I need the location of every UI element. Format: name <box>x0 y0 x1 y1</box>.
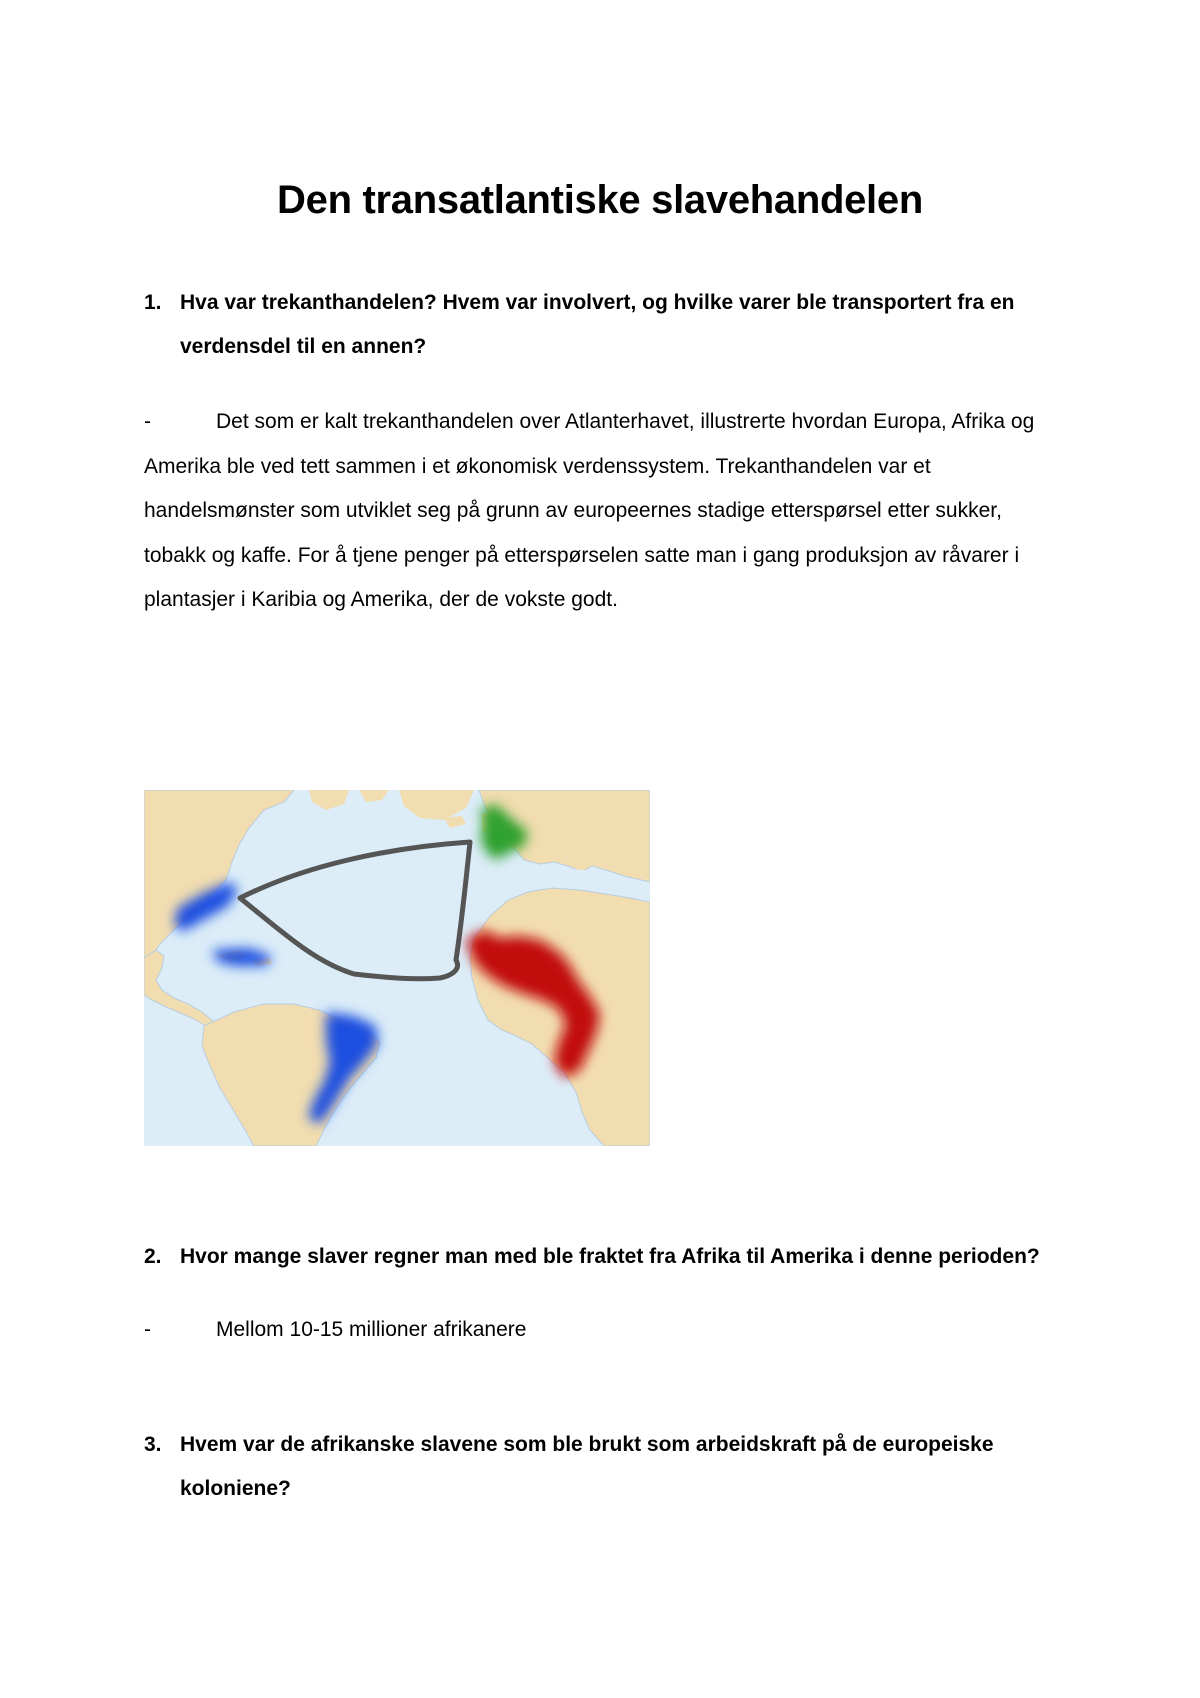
answer-1 <box>144 400 1064 623</box>
answer-text: Mellom 10-15 millioner afrikanere <box>216 1318 527 1341</box>
answer-dash: - <box>144 1318 151 1341</box>
question-text: Hvor mange slaver regner man med ble fraktet fra Afrika til Amerika i denne perioden? <box>180 1245 1040 1268</box>
question-number: 1. <box>144 291 162 314</box>
answer-text: Det som er kalt trekanthandelen over Atlanterhavet, illustrerte hvordan Europa, Afrika og Amerika ble ved tett sammen i et økonomisk verdenssystem. Trekanthandelen var et handelsmønster som utviklet seg på grunn av europeernes stadige etterspørsel etter sukker, tobakk og kaffe. For å tjene penger på etterspørselen satte man i gang produksjon av råvarer i plantasjer i Karibia og Amerika, der de vokste godt. <box>144 410 1035 611</box>
question-text: Hva var trekanthandelen? Hvem var involvert, og hvilke varer ble transportert fra en verdensdel til en annen? <box>180 291 1015 358</box>
answer-2 <box>144 1308 1064 1353</box>
question-number: 2. <box>144 1245 162 1268</box>
question-text: Hvem var de afrikanske slavene som ble brukt som arbeidskraft på de europeiske koloniene? <box>180 1433 994 1500</box>
question-number: 3. <box>144 1433 162 1456</box>
question-3 <box>144 1423 1064 1511</box>
question-2 <box>144 1235 1064 1279</box>
answer-dash: - <box>144 410 151 433</box>
document-title: Den transatlantiske slavehandelen <box>277 178 923 222</box>
question-1 <box>144 281 1064 369</box>
triangular-trade-map <box>144 790 650 1146</box>
